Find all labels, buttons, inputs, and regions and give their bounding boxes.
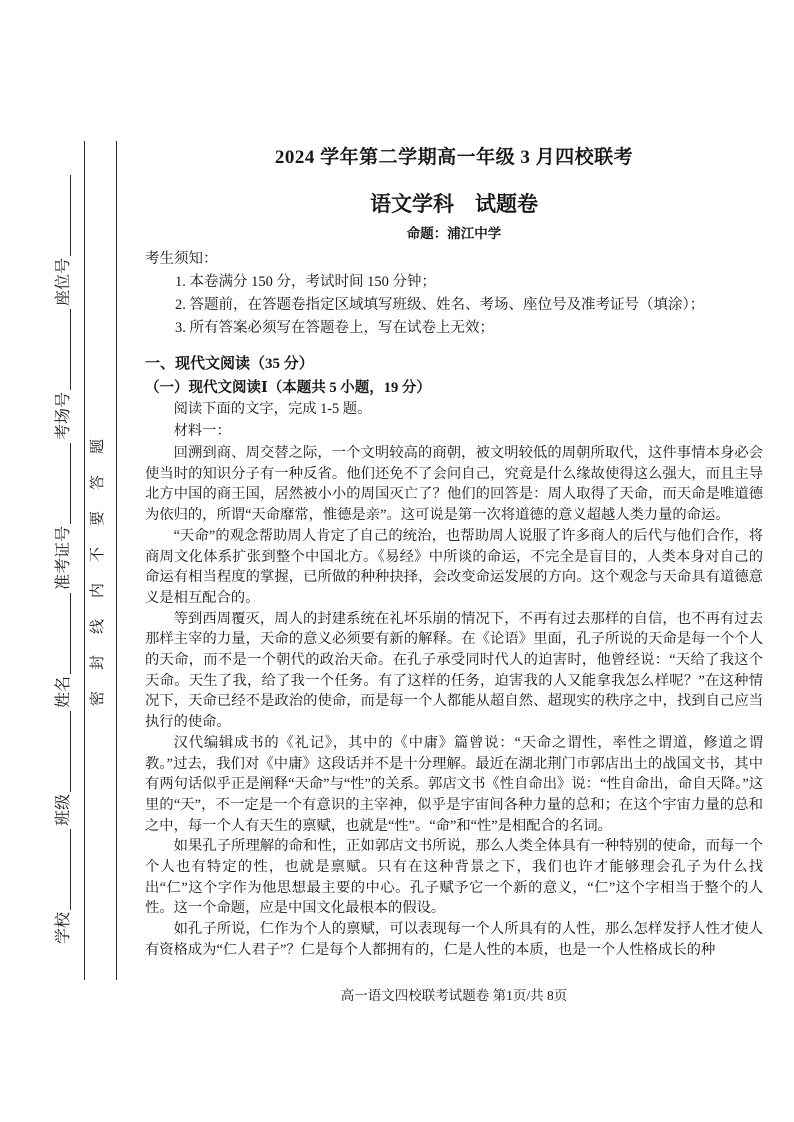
field-exam-number-blank (55, 443, 71, 524)
field-name-blank (55, 593, 71, 674)
field-school-label: 学校 (55, 911, 72, 944)
reading-passage (145, 443, 763, 961)
student-info-fields (51, 172, 73, 944)
seal-line-inner (84, 141, 85, 980)
passage-paragraph-5: 如果孔子所理解的命和性，正如郭店文书所说，那么人类全体具有一种特别的使命，而每一个个人也有特定的性，也就是禀赋。只有在这种背景之下，我们也许才能够理会孔子为什么找出“仁”这个字作为他思想最主要的中心。孔子赋予它一个新的意义，“仁”这个字相当于整个的人性。这一个命题，应是中国文化最根本的假设。 (145, 838, 763, 917)
subject-line: 语文学科 试题卷 (370, 192, 538, 216)
field-name (55, 590, 73, 708)
proposer-line: 命题：浦江中学 (406, 226, 502, 241)
field-class-blank (55, 711, 71, 792)
notice-items (145, 271, 763, 340)
passage-paragraph-3: 等到西周覆灭，周人的封建系统在礼坏乐崩的情况下，不再有过去那样的自信，也不再有过去那样主宰的力量，天命的意义必须要有新的解释。在《论语》里面，孔子所说的天命是每一个个人的天命，而不是一个朝代的政治天命。在孔子承受同时代人的迫害时，他曾经说：“天给了我这个天命。天生了我，给了我一个任务。有了这样的任务，迫害我的人又能拿我怎么样呢？”在这种情况下，天命已经不是政治的使命，而是每一个人都能从超自然、超现实的秩序之中，找到自己应当执行的使命。 (145, 610, 763, 731)
exam-title: 2024 学年第二学期高一年级 3 月四校联考 (274, 147, 634, 168)
notice-item-2: 2. 答题前，在答题卷指定区域填写班级、姓名、考场、座位号及准考证号（填涂）； (175, 297, 705, 313)
field-room-number (55, 306, 73, 440)
passage-paragraph-4: 汉代编辑成书的《礼记》，其中的《中庸》篇曾说：“天命之谓性，率性之谓道，修道之谓教。”过去，我们对《中庸》这段话并不是十分理解。最近在湖北荆门市郭店出土的战国文书，其中有两句话似乎正是阐释“天命”与“性”的关系。郭店文书《性自命出》说：“性自命出，命自天降。”这里的“天”，不一定是一个有意识的主宰神，似乎是宇宙间各种力量的总和；在这个宇宙力量的总和之中，每一个人有天生的禀赋，也就是“性”。“命”和“性”是相配合的名词。 (145, 734, 763, 834)
field-class-label: 班级 (55, 793, 72, 826)
field-room-number-label: 考场号 (55, 391, 72, 440)
field-class (55, 708, 73, 826)
field-exam-number (55, 440, 73, 590)
field-school-blank (55, 829, 71, 910)
field-room-number-blank (55, 309, 71, 390)
section-heading-part1: 一、现代文阅读（35 分） (145, 356, 314, 372)
candidate-notice (145, 248, 763, 340)
notice-item-1: 1. 本卷满分 150 分，考试时间 150 分钟； (175, 274, 436, 290)
notice-item-3: 3. 所有答案必须写在答题卷上，写在试卷上无效； (175, 320, 494, 336)
field-school (55, 826, 73, 944)
field-seat-number-blank (55, 175, 71, 256)
field-name-label: 姓名 (55, 675, 72, 708)
material-label: 材料一： (173, 422, 231, 439)
passage-paragraph-2: “天命”的观念帮助周人肯定了自己的统治，也帮助周人说服了许多商人的后代与他们合作，将商周文化体系扩张到整个中国北方。《易经》中所谈的命运，不完全是盲目的，人类本身对自己的命运有相当程度的掌握，已所做的种种抉择，会改变命运发展的方向。这个观念与天命具有道德意义是相互配合的。 (145, 527, 763, 606)
seal-line-outer (116, 141, 117, 980)
passage-paragraph-6: 如孔子所说，仁作为个人的禀赋，可以表现每一个人所具有的人性，那么怎样发抒人性才使人有资格成为“仁人君子”？仁是每个人都拥有的，仁是人性的本质，也是一个人性格成长的种 (145, 921, 763, 958)
seal-warning-text: 密封线内不要答题 (90, 417, 106, 706)
page-footer: 高一语文四校联考试题卷 第1页/共 8页 (340, 988, 568, 1003)
main-content (145, 147, 763, 961)
notice-heading: 考生须知： (145, 251, 218, 267)
reading-instruction: 阅读下面的文字，完成 1-5 题。 (173, 401, 372, 417)
passage-paragraph-1: 回溯到商、周交替之际，一个文明较高的商朝，被文明较低的周朝所取代，这件事情本身必会使当时的知识分子有一种反省。他们还免不了会问自己，究竟是什么缘故使得这么强大，而且主导北方中国的商王国，居然被小小的周国灭亡了？他们的回答是：周人取得了天命，而天命是唯道德为依归的，所谓“天命靡常，惟德是亲”。这可说是第一次将道德的意义超越人类力量的命运。 (145, 445, 763, 524)
section-heading-sub1: （一）现代文阅读Ⅰ（本题共 5 小题，19 分） (145, 380, 431, 396)
field-exam-number-label: 准考证号 (55, 525, 72, 590)
field-seat-number (55, 172, 73, 306)
field-seat-number-label: 座位号 (55, 257, 72, 306)
